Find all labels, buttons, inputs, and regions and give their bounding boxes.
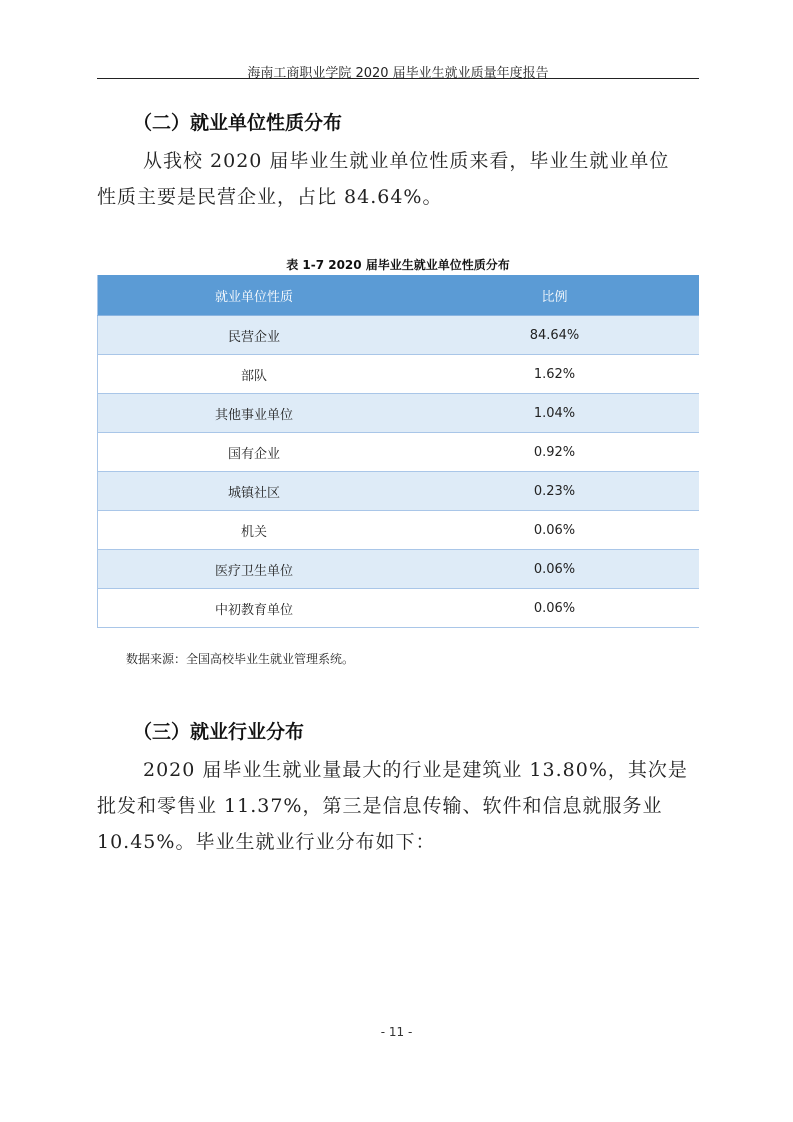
cell-type: 机关	[98, 511, 411, 550]
section-heading-employer-type: （二）就业单位性质分布	[133, 112, 343, 134]
column-header-type: 就业单位性质	[98, 275, 411, 316]
paragraph-line-2: 性质主要是民营企业，占比 84.64%。	[97, 186, 443, 208]
column-header-ratio: 比例	[410, 275, 699, 316]
page-number: - 11 -	[380, 1025, 413, 1039]
cell-ratio: 84.64%	[410, 316, 699, 355]
table-row	[98, 355, 700, 394]
cell-ratio: 0.06%	[410, 589, 699, 628]
cell-type: 民营企业	[98, 316, 411, 355]
table-row	[98, 550, 700, 589]
cell-ratio: 1.04%	[410, 394, 699, 433]
table-row	[98, 433, 700, 472]
cell-type: 其他事业单位	[98, 394, 411, 433]
cell-type: 城镇社区	[98, 472, 411, 511]
cell-type: 国有企业	[98, 433, 411, 472]
section-heading-industry: （三）就业行业分布	[133, 721, 305, 743]
paragraph-line-3: 10.45%。毕业生就业行业分布如下：	[97, 831, 436, 853]
cell-type: 医疗卫生单位	[98, 550, 411, 589]
table-row	[98, 511, 700, 550]
cell-ratio: 1.62%	[410, 355, 699, 394]
paragraph-line-1: 2020 届毕业生就业量最大的行业是建筑业 13.80%，其次是	[143, 759, 688, 781]
table-row	[98, 394, 700, 433]
paragraph-line-2: 批发和零售业 11.37%，第三是信息传输、软件和信息就服务业	[97, 795, 663, 817]
table-caption: 表 1-7 2020 届毕业生就业单位性质分布	[286, 258, 510, 272]
paragraph-line-1: 从我校 2020 届毕业生就业单位性质来看，毕业生就业单位	[143, 150, 670, 172]
cell-ratio: 0.23%	[410, 472, 699, 511]
table-row	[98, 316, 700, 355]
employer-type-table	[97, 275, 699, 628]
data-source-note: 数据来源：全国高校毕业生就业管理系统。	[126, 652, 355, 666]
running-header: 海南工商职业学院 2020 届毕业生就业质量年度报告	[247, 66, 549, 81]
cell-type: 部队	[98, 355, 411, 394]
cell-type: 中初教育单位	[98, 589, 411, 628]
table-row	[98, 472, 700, 511]
header-rule	[97, 78, 699, 79]
table-row	[98, 589, 700, 628]
cell-ratio: 0.06%	[410, 511, 699, 550]
table-header-row	[98, 275, 700, 316]
cell-ratio: 0.06%	[410, 550, 699, 589]
cell-ratio: 0.92%	[410, 433, 699, 472]
